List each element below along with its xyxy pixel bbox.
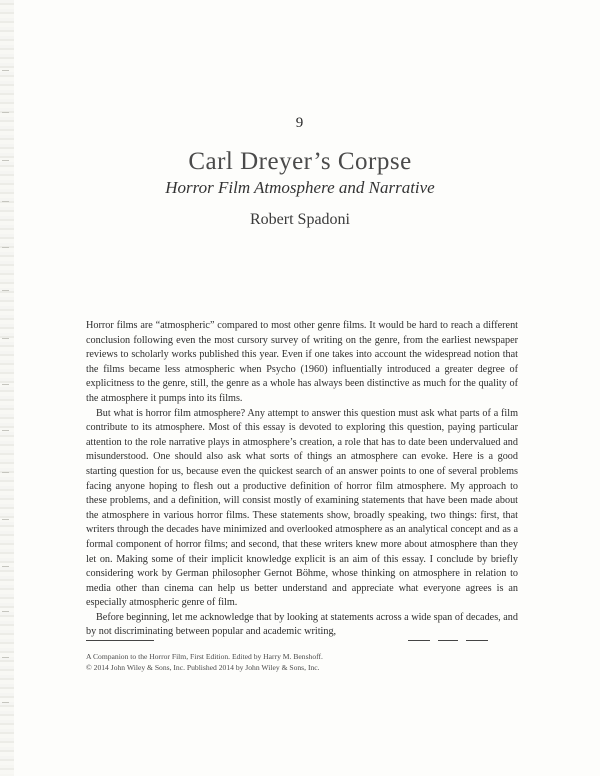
footnote-line: A Companion to the Horror Film, First Edition. Edited by Harry M. Benshoff.: [86, 652, 323, 661]
chapter-number: 9: [295, 115, 305, 131]
body-paragraph: Before beginning, let me acknowledge that by looking at statements across a wide span of decades, and by not discriminating between popular and academic writing,: [86, 611, 518, 638]
chapter-title: Carl Dreyer’s Corpse: [188, 148, 412, 175]
copyright-footnote: [86, 651, 518, 673]
footnote-line: © 2014 John Wiley & Sons, Inc. Published 2014 by John Wiley & Sons, Inc.: [86, 663, 320, 672]
chapter-body: [86, 319, 518, 640]
footnote-rule: [86, 640, 518, 642]
body-paragraph: Horror films are “atmospheric” compared to most other genre films. It would be hard to reach a different conclusion following even the most cursory survey of writing on the genre, from the earliest newspaper reviews to scholarly works published this year. Even if one takes into account the widespread notion that the films became less atmospheric when Psycho (1960) influentially introduced a greater degree of explicitness to the genre, still, the genre as a whole has always been distinctive as much for the quality of the atmosphere it pumps into its films.: [86, 320, 518, 404]
chapter-subtitle: Horror Film Atmosphere and Narrative: [165, 178, 435, 197]
author-name: Robert Spadoni: [250, 211, 350, 228]
body-paragraph: But what is horror film atmosphere? Any attempt to answer this question must ask what parts of a film contribute to its atmosphere. Most of this essay is devoted to exploring this question, paying particular attention to the role narrative plays in atmosphere’s creation, a role that has to date been undervalued and misunderstood. One should also ask what sorts of things an atmosphere can evoke. Here is a good starting question for us, because even the quickest search of an answer points to one of several problems facing anyone hoping to flesh out a productive definition of horror film atmosphere. My approach to these problems, and a definition, will consist mostly of examining statements that have been made about the atmosphere in various horror films. These statements show, broadly speaking, two things: first, that writers through the decades have minimized and overlooked atmosphere as an analytical concept and as a formal component of horror films; and second, that these writers knew more about atmosphere than they let on. Making some of their implicit knowledge explicit is an aim of this essay. I conclude by briefly considering work by German philosopher Gernot Böhme, whose thinking on atmosphere in relation to media other than cinema can help us better understand and appreciate what everyone agrees is an especially atmospheric genre of film.: [86, 407, 518, 609]
